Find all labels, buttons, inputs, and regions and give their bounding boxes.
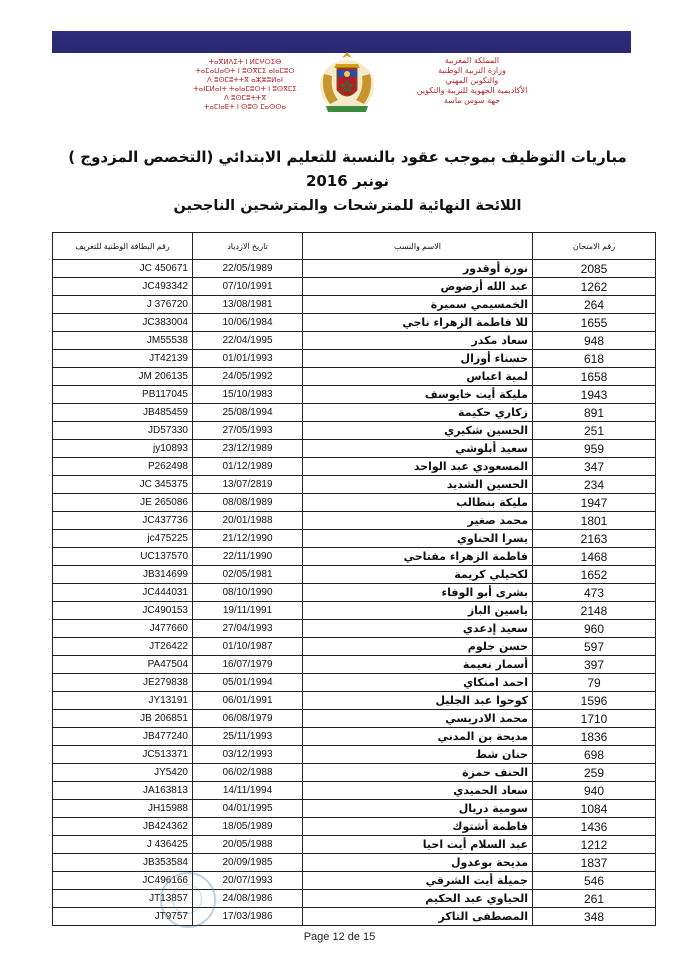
exam-number-cell: 261 [533,890,656,908]
cin-cell: J477660 [53,620,193,638]
cin-cell: JA163813 [53,782,193,800]
dob-cell: 22/11/1990 [193,548,303,566]
name-cell: ياسين الباز [303,602,533,620]
dob-cell: 04/01/1995 [193,800,303,818]
dob-cell: 07/10/1991 [193,278,303,296]
table-row [53,332,656,350]
cin-cell: J 436425 [53,836,193,854]
name-cell: مليكة بنطالب [303,494,533,512]
dob-cell: 01/12/1989 [193,458,303,476]
name-cell: للا فاطمة الزهراء ناجي [303,314,533,332]
dob-cell: 27/05/1993 [193,422,303,440]
name-cell: حسن جلوم [303,638,533,656]
exam-number-cell: 597 [533,638,656,656]
exam-number-cell: 948 [533,332,656,350]
exam-number-cell: 1084 [533,800,656,818]
dob-cell: 24/05/1992 [193,368,303,386]
cin-cell: JC496166 [53,872,193,890]
cin-cell: PA47504 [53,656,193,674]
table-row [53,494,656,512]
dob-cell: 08/10/1990 [193,584,303,602]
table-row [53,350,656,368]
table-row [53,764,656,782]
header-name: الاسم والنسب [303,233,533,260]
cin-cell: JC513371 [53,746,193,764]
cin-cell: P262498 [53,458,193,476]
dob-cell: 20/01/1988 [193,512,303,530]
name-cell: سعاد الحميدي [303,782,533,800]
dob-cell: 25/08/1994 [193,404,303,422]
exam-number-cell: 1652 [533,566,656,584]
cin-cell: JB 206851 [53,710,193,728]
name-cell: الخمسيمي سميرة [303,296,533,314]
exam-number-cell: 259 [533,764,656,782]
name-cell: سومية دريال [303,800,533,818]
dob-cell: 14/11/1994 [193,782,303,800]
cin-cell: J 376720 [53,296,193,314]
table-row [53,908,656,926]
dob-cell: 16/07/1979 [193,656,303,674]
table-row [53,638,656,656]
dob-cell: 15/10/1983 [193,386,303,404]
name-cell: الحياوي عبد الحكيم [303,890,533,908]
dob-cell: 03/12/1993 [193,746,303,764]
exam-number-cell: 940 [533,782,656,800]
moroccan-coat-of-arms-icon [316,50,378,116]
name-cell: حنان شط [303,746,533,764]
dob-cell: 06/08/1979 [193,710,303,728]
exam-number-cell: 1658 [533,368,656,386]
table-row [53,800,656,818]
table-row [53,476,656,494]
name-cell: عبد السلام أيت احيا [303,836,533,854]
table-row [53,836,656,854]
table-row [53,404,656,422]
dob-cell: 08/08/1989 [193,494,303,512]
header-line: جهة سوس ماسة [443,96,501,105]
cin-cell: JT9757 [53,908,193,926]
table-row [53,674,656,692]
name-cell: يسرا الحناوي [303,530,533,548]
header-cin: رقم البطاقة الوطنية للتعريف [53,233,193,260]
dob-cell: 19/11/1991 [193,602,303,620]
dob-cell: 20/05/1988 [193,836,303,854]
table-row [53,746,656,764]
dob-cell: 17/03/1986 [193,908,303,926]
name-cell: لمية اعباس [303,368,533,386]
table-row [53,530,656,548]
exam-number-cell: 264 [533,296,656,314]
name-cell: كوحوا عبد الجليل [303,692,533,710]
cin-cell: JT42139 [53,350,193,368]
dob-cell: 06/01/1991 [193,692,303,710]
cin-cell: JM55538 [53,332,193,350]
exam-number-cell: 397 [533,656,656,674]
table-row [53,890,656,908]
exam-number-cell: 618 [533,350,656,368]
dob-cell: 02/05/1981 [193,566,303,584]
table-row [53,692,656,710]
cin-cell: JH15988 [53,800,193,818]
table-row [53,584,656,602]
cin-cell: JC493342 [53,278,193,296]
name-cell: الحنف حمزة [303,764,533,782]
name-cell: سعيد أبلوشي [303,440,533,458]
name-cell: الحسين شكيري [303,422,533,440]
cin-cell: JC383004 [53,314,193,332]
dob-cell: 23/12/1989 [193,440,303,458]
name-cell: سعاد مكدر [303,332,533,350]
cin-cell: JT13857 [53,890,193,908]
exam-number-cell: 2085 [533,260,656,278]
exam-number-cell: 347 [533,458,656,476]
table-row [53,386,656,404]
table-row [53,602,656,620]
cin-cell: JM 206135 [53,368,193,386]
table-row [53,710,656,728]
exam-number-cell: 546 [533,872,656,890]
dob-cell: 27/04/1993 [193,620,303,638]
name-cell: سعيد إدعدي [303,620,533,638]
exam-number-cell: 1801 [533,512,656,530]
official-stamp-inner [172,884,202,914]
name-cell: عبد الله أزضوض [303,278,533,296]
cin-cell: JC444031 [53,584,193,602]
table-row [53,656,656,674]
header-line: والتكوين المهني [445,76,499,85]
results-table [52,232,656,926]
document-date: نونبر 2016 [305,172,390,190]
name-cell: فاطمة أشتوك [303,818,533,836]
header-line: وزارة التربية الوطنية [438,66,506,75]
name-cell: المصطفى التاكر [303,908,533,926]
header-line: المملكة المغربية [444,56,500,65]
cin-cell: JC 345375 [53,476,193,494]
exam-number-cell: 1212 [533,836,656,854]
name-cell: جميلة أيت الشرقي [303,872,533,890]
table-row [53,854,656,872]
exam-number-cell: 251 [533,422,656,440]
dob-cell: 20/07/1993 [193,872,303,890]
name-cell: احمد امنكاي [303,674,533,692]
cin-cell: JC490153 [53,602,193,620]
exam-number-cell: 959 [533,440,656,458]
exam-number-cell: 960 [533,620,656,638]
exam-number-cell: 79 [533,674,656,692]
table-row [53,818,656,836]
document-title: مباريات التوظيف بموجب عقود بالنسبة للتعليم الابتدائي (التخصص المزدوج ) [68,148,627,166]
exam-number-cell: 1836 [533,728,656,746]
exam-number-cell: 1943 [533,386,656,404]
dob-cell: 21/12/1990 [193,530,303,548]
exam-number-cell: 2163 [533,530,656,548]
cin-cell: JC437736 [53,512,193,530]
cin-cell: jc475225 [53,530,193,548]
exam-number-cell: 348 [533,908,656,926]
name-cell: لكحيلي كريمة [303,566,533,584]
exam-number-cell: 2148 [533,602,656,620]
cin-cell: JB353584 [53,854,193,872]
dob-cell: 20/09/1985 [193,854,303,872]
cin-cell: JT26422 [53,638,193,656]
document-subtitle: اللائحة النهائية للمترشحات والمترشحين الناجحين [173,198,522,214]
name-cell: أسمار نعيمة [303,656,533,674]
name-cell: نورة أوقدور [303,260,533,278]
exam-number-cell: 1655 [533,314,656,332]
exam-number-cell: 1262 [533,278,656,296]
name-cell: مديحة بوعدول [303,854,533,872]
name-cell: بشرى أبو الوفاء [303,584,533,602]
cin-cell: JB424362 [53,818,193,836]
exam-number-cell: 1837 [533,854,656,872]
cin-cell: JB314699 [53,566,193,584]
ministry-header-text [402,56,542,116]
exam-number-cell: 1596 [533,692,656,710]
table-row [53,548,656,566]
cin-cell: JB485459 [53,404,193,422]
cin-cell: JY13191 [53,692,193,710]
exam-number-cell: 234 [533,476,656,494]
table-row [53,728,656,746]
dob-cell: 22/04/1995 [193,332,303,350]
table-row [53,872,656,890]
table-row [53,782,656,800]
exam-number-cell: 1468 [533,548,656,566]
dob-cell: 18/05/1989 [193,818,303,836]
table-row [53,278,656,296]
name-cell: حسناء أوزال [303,350,533,368]
table-row [53,314,656,332]
table-row [53,368,656,386]
dob-cell: 01/01/1993 [193,350,303,368]
cin-cell: JC 450671 [53,260,193,278]
table-row [53,440,656,458]
dob-cell: 06/02/1988 [193,764,303,782]
name-cell: محمد صغير [303,512,533,530]
header-exam-number: رقم الامتحان [533,233,656,260]
dob-cell: 10/06/1984 [193,314,303,332]
table-row [53,566,656,584]
dob-cell: 22/05/1989 [193,260,303,278]
name-cell: زكاري حكيمة [303,404,533,422]
header-line: الأكاديمية الجهوية للتربية والتكوين [416,86,528,95]
table-row [53,260,656,278]
cin-cell: jy10893 [53,440,193,458]
name-cell: فاطمة الزهراء مفتاحي [303,548,533,566]
dob-cell: 13/08/1981 [193,296,303,314]
table-row [53,512,656,530]
table-row [53,620,656,638]
cin-cell: UC137570 [53,548,193,566]
exam-number-cell: 1436 [533,818,656,836]
dob-cell: 13/07/2819 [193,476,303,494]
exam-number-cell: 891 [533,404,656,422]
name-cell: محمد الادريسي [303,710,533,728]
name-cell: مديحة بن المدني [303,728,533,746]
name-cell: مليكة أيت خايوسف [303,386,533,404]
cin-cell: JY5420 [53,764,193,782]
table-row [53,458,656,476]
name-cell: الحسين الشديد [303,476,533,494]
dob-cell: 01/10/1987 [193,638,303,656]
tifinagh-header-text: ⵜⴰⴳⵍⴷⵉⵜ ⵏ ⵍⵎⵖⵔⵉⴱ ⵜⴰⵎⴰⵡⴰⵙⵜ ⵏ ⵓⵙⴳⵎⵉ ⴰⵏⴰⵎⵓⵔ ⴷ ⵓⵙⵎⵓⵜⵜⴳ ⴰⵣⵣⵓⵍⴰⵏ ⵜⴰⵏⵎⵍⴰⵏⵜ ⵜⴰⵏⴰⵎⵓⵔⵜ ⵏ ⵓⵙⴳⵎⵉ ⴷ ⵓⵙⵎⵓⵜⵜⴳ ⵜⴰⵎⵏⴰⴹⵜ ⵏ ⵙⵓⵙ ⵎⴰⵙⵙⴰ [193,58,297,111]
exam-number-cell: 1947 [533,494,656,512]
dob-cell: 25/11/1993 [193,728,303,746]
table-row [53,296,656,314]
name-cell: المسعودي عبد الواحد [303,458,533,476]
cin-cell: JE279838 [53,674,193,692]
page-number: Page 12 de 15 [303,931,376,943]
dob-cell: 05/01/1994 [193,674,303,692]
cin-cell: JB477240 [53,728,193,746]
exam-number-cell: 473 [533,584,656,602]
exam-number-cell: 698 [533,746,656,764]
exam-number-cell: 1710 [533,710,656,728]
header-dob: تاريخ الازدياد [193,233,303,260]
cin-cell: JD57330 [53,422,193,440]
dob-cell: 24/08/1986 [193,890,303,908]
table-header-row [53,233,656,260]
cin-cell: PB117045 [53,386,193,404]
cin-cell: JE 265086 [53,494,193,512]
table-row [53,422,656,440]
